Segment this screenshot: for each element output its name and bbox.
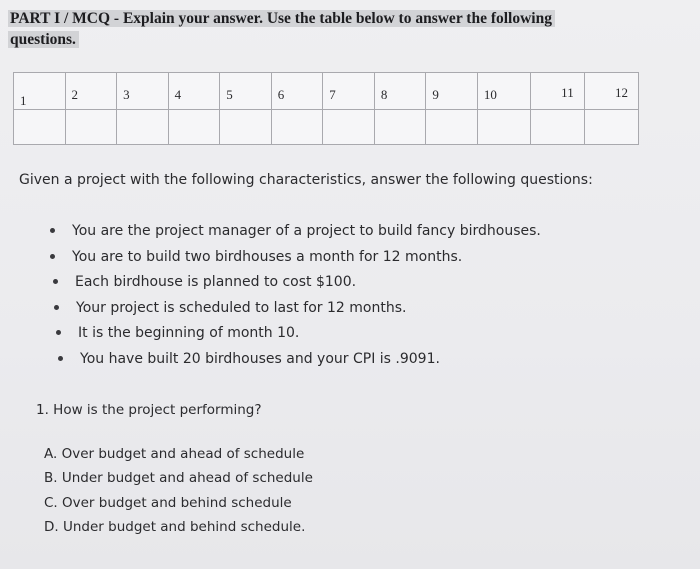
table-header-cell: 5 (220, 73, 272, 110)
table-cell (323, 110, 375, 145)
table-header-cell: 9 (426, 73, 478, 110)
table-cell (426, 110, 478, 145)
table-header-cell: 3 (117, 73, 169, 110)
answer-options (44, 444, 313, 541)
table-header-cell: 8 (374, 73, 426, 110)
table-header-cell: 1 (14, 73, 66, 110)
table-header-cell: 7 (323, 73, 375, 110)
table-cell (584, 110, 638, 145)
bullet-icon (56, 330, 61, 335)
table-header-row (14, 73, 639, 110)
list-item-text: You have built 20 birdhouses and your CPI is .9091. (80, 350, 440, 367)
answer-option-b: B. Under budget and ahead of schedule (44, 470, 313, 487)
bullet-icon (58, 356, 63, 361)
bullet-icon (50, 228, 55, 233)
bullet-icon (50, 254, 55, 259)
list-item-text: Your project is scheduled to last for 12 months. (76, 299, 407, 316)
heading-line-1: PART I / MCQ - Explain your answer. Use the table below to answer the following (8, 10, 555, 27)
table-cell (271, 110, 323, 145)
table-cell (168, 110, 220, 145)
bullet-icon (53, 279, 58, 284)
table-cell (65, 110, 117, 145)
intro-text: Given a project with the following characteristics, answer the following questions: (19, 172, 593, 188)
list-item-text: It is the beginning of month 10. (78, 325, 300, 342)
list-item-text: You are to build two birdhouses a month for 12 months. (72, 248, 463, 265)
table-header-cell: 10 (477, 73, 530, 110)
table-header-cell: 11 (530, 73, 584, 110)
answer-option-c: C. Over budget and behind schedule (44, 494, 292, 511)
table-header-cell: 12 (584, 73, 638, 110)
table-header-cell: 6 (271, 73, 323, 110)
table-cell (477, 110, 530, 145)
bullet-icon (54, 305, 59, 310)
heading-line-2: questions. (8, 31, 79, 48)
table-empty-row (14, 110, 639, 145)
question-text: 1. How is the project performing? (36, 402, 262, 418)
table-cell (14, 110, 66, 145)
table-header-cell: 4 (168, 73, 220, 110)
month-table (13, 72, 639, 145)
answer-option-a: A. Over budget and ahead of schedule (44, 446, 305, 462)
answer-option-d: D. Under budget and behind schedule. (44, 518, 306, 535)
table-header-cell: 2 (65, 73, 117, 110)
section-heading (8, 8, 598, 50)
table-cell (530, 110, 584, 145)
list-item-text: You are the project manager of a project to build fancy birdhouses. (72, 223, 541, 239)
table-cell (117, 110, 169, 145)
table-cell (220, 110, 272, 145)
table-cell (374, 110, 426, 145)
list-item-text: Each birdhouse is planned to cost $100. (75, 274, 357, 291)
